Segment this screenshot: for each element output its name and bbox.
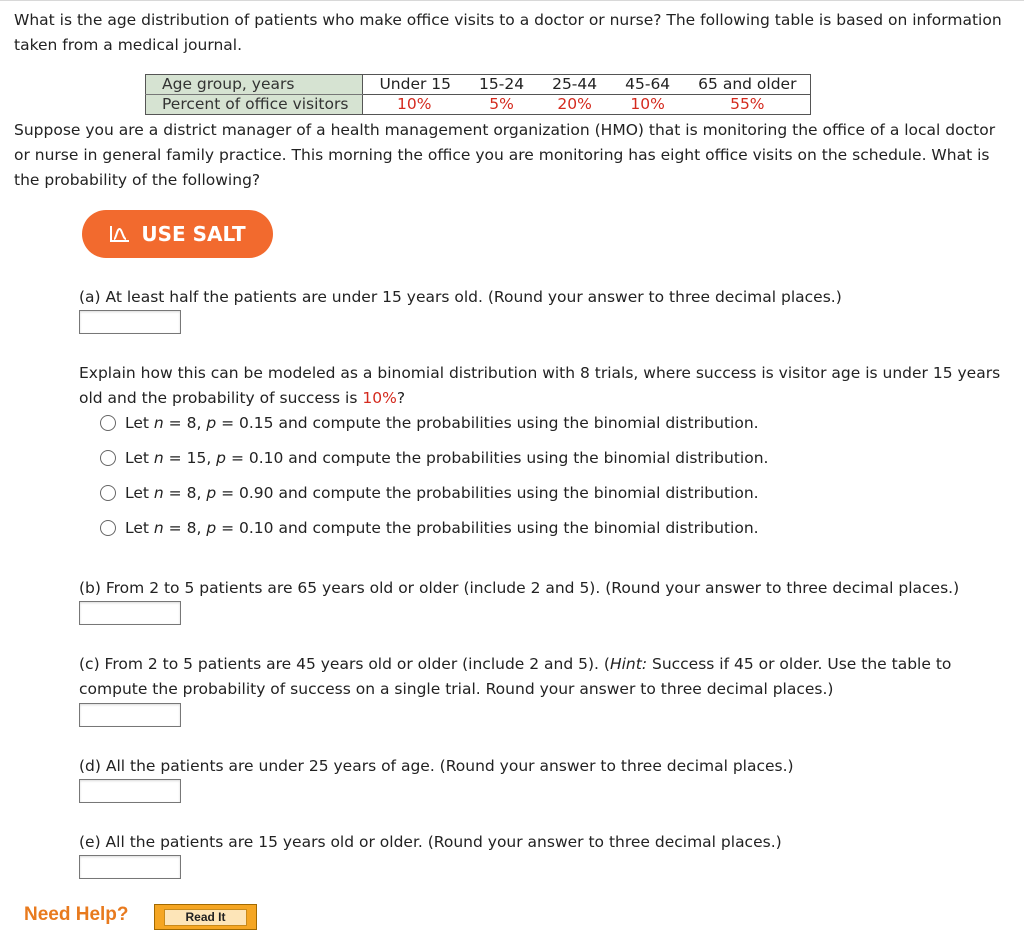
explain-question <box>79 361 1019 411</box>
part-d-question: (d) All the patients are under 25 years of age. (Round your answer to three decimal places.) <box>79 757 794 775</box>
radio-button[interactable] <box>100 520 116 536</box>
part-c-question: (c) From 2 to 5 patients are 45 years old or older (include 2 and 5). (Hint: Success if 45 or older. Use the table to compute the probability of success on a single trial. Round your answer to three decimal places.) <box>79 655 952 698</box>
option-2[interactable] <box>100 447 768 469</box>
table-cell: Under 15 <box>363 75 465 95</box>
top-divider <box>0 0 1024 1</box>
salt-chart-icon <box>109 224 131 244</box>
age-distribution-table <box>145 74 811 115</box>
radio-button[interactable] <box>100 485 116 501</box>
explain-text: Explain how this can be modeled as a binomial distribution with 8 trials, where success is visitor age is under 15 years old and the probability of success is <box>79 364 1001 407</box>
table-cell: 45-64 <box>611 75 684 95</box>
intro-text: What is the age distribution of patients who make office visits to a doctor or nurse? The following table is based on information taken from a medical journal. <box>14 11 1002 54</box>
part-a-answer-input[interactable] <box>79 310 181 334</box>
table-cell: 65 and older <box>684 75 811 95</box>
scenario-text: Suppose you are a district manager of a health management organization (HMO) that is monitoring the office of a local doctor or nurse in general family practice. This morning the office you are monitoring has eight office visits on the schedule. What is the probability of the following? <box>14 121 996 189</box>
option-1[interactable] <box>100 412 759 434</box>
option-text: Let n = 8, p = 0.10 and compute the probabilities using the binomial distribution. <box>125 519 759 537</box>
option-4[interactable] <box>100 517 759 539</box>
use-salt-button[interactable] <box>82 210 273 258</box>
read-it-label: Read It <box>164 909 246 926</box>
part-b-question: (b) From 2 to 5 patients are 65 years old or older (include 2 and 5). (Round your answer to three decimal places.) <box>79 579 960 597</box>
option-text: Let n = 8, p = 0.90 and compute the probabilities using the binomial distribution. <box>125 484 759 502</box>
part-e-question: (e) All the patients are 15 years old or older. (Round your answer to three decimal places.) <box>79 833 782 851</box>
table-row <box>146 75 811 95</box>
option-3[interactable] <box>100 482 759 504</box>
option-text: Let n = 15, p = 0.10 and compute the probabilities using the binomial distribution. <box>125 449 769 467</box>
table-cell: 55% <box>684 95 811 115</box>
part-c-answer-input[interactable] <box>79 703 181 727</box>
table-cell: 25-44 <box>538 75 611 95</box>
part-e-answer-input[interactable] <box>79 855 181 879</box>
part-a-question: (a) At least half the patients are under 15 years old. (Round your answer to three decimal places.) <box>79 288 842 306</box>
success-probability-value: 10% <box>362 389 397 407</box>
use-salt-label: USE SALT <box>141 222 246 246</box>
read-it-button[interactable] <box>154 904 257 930</box>
table-cell: 5% <box>465 95 538 115</box>
radio-button[interactable] <box>100 415 116 431</box>
radio-button[interactable] <box>100 450 116 466</box>
table-cell: 10% <box>611 95 684 115</box>
table-cell: 15-24 <box>465 75 538 95</box>
table-cell: 20% <box>538 95 611 115</box>
explain-end: ? <box>396 389 406 407</box>
option-text: Let n = 8, p = 0.15 and compute the probabilities using the binomial distribution. <box>125 414 759 432</box>
row-label-percent: Percent of office visitors <box>146 95 363 115</box>
table-row <box>146 95 811 115</box>
need-help-label: Need Help? <box>24 904 129 925</box>
part-b-answer-input[interactable] <box>79 601 181 625</box>
hint-label: Hint: <box>609 655 648 673</box>
part-d-answer-input[interactable] <box>79 779 181 803</box>
table-cell: 10% <box>363 95 465 115</box>
row-label-age-group: Age group, years <box>146 75 363 95</box>
